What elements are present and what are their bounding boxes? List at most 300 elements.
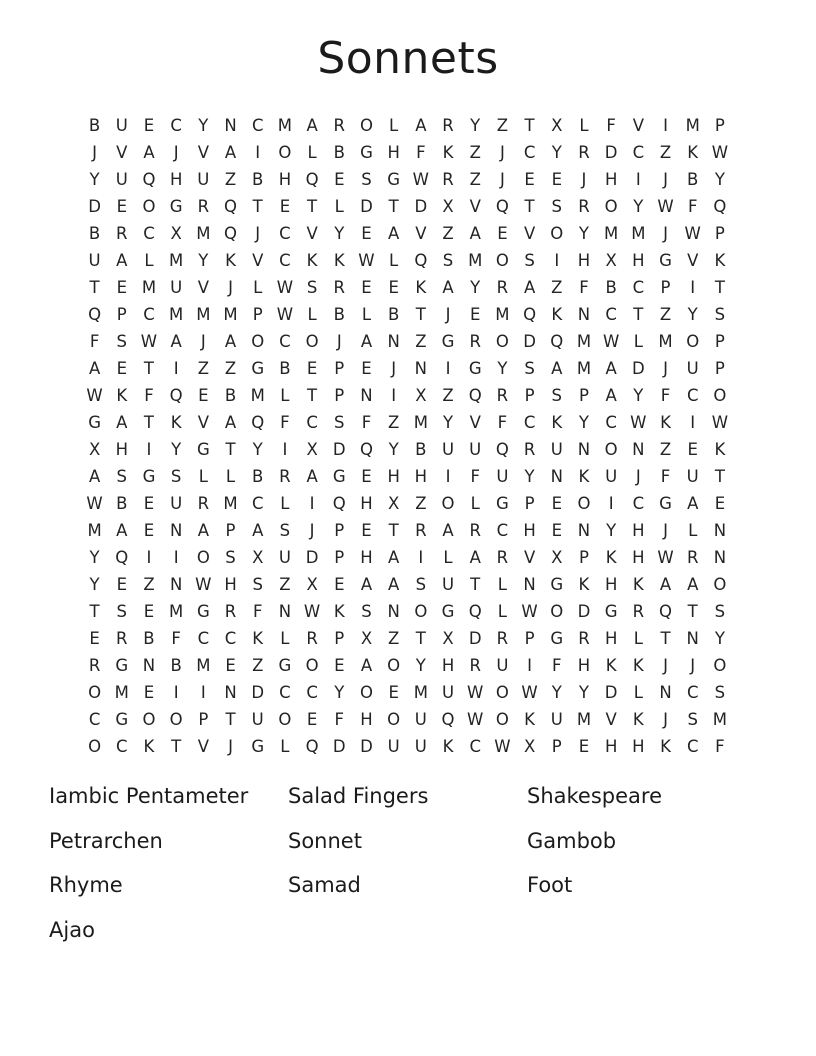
grid-letter: K: [605, 548, 617, 567]
grid-letter: F: [715, 737, 725, 756]
grid-letter: I: [418, 548, 424, 567]
grid-letter: X: [306, 575, 318, 594]
grid-letter: G: [441, 602, 455, 621]
grid-letter: K: [632, 575, 644, 594]
grid-letter: X: [252, 548, 264, 567]
grid-letter: M: [658, 332, 673, 351]
grid-letter: W: [467, 710, 484, 729]
grid-letter: A: [197, 521, 209, 540]
grid-letter: A: [687, 494, 699, 513]
grid-letter: P: [334, 359, 345, 378]
grid-letter: U: [550, 710, 563, 729]
grid-letter: G: [251, 737, 265, 756]
grid-letter: E: [470, 305, 481, 324]
grid-letter: H: [604, 170, 618, 189]
grid-letter: V: [197, 737, 209, 756]
grid-letter: O: [495, 332, 509, 351]
grid-letter: U: [605, 467, 618, 486]
word-list-item: Iambic Pentameter: [49, 784, 249, 808]
grid-letter: E: [143, 521, 155, 540]
grid-letter: L: [280, 629, 290, 648]
grid-letter: P: [524, 629, 535, 648]
grid-letter: K: [524, 710, 535, 729]
grid-letter: M: [712, 710, 728, 729]
grid-letter: S: [279, 521, 291, 540]
grid-letter: R: [279, 467, 291, 486]
grid-letter: N: [577, 521, 591, 540]
grid-letter: C: [686, 737, 699, 756]
grid-letter: U: [469, 440, 482, 459]
grid-letter: Y: [551, 143, 562, 162]
grid-letter: J: [663, 656, 668, 675]
grid-letter: F: [144, 386, 154, 405]
grid-letter: X: [415, 386, 427, 405]
grid-letter: R: [197, 197, 210, 216]
grid-letter: C: [116, 737, 128, 756]
grid-letter: Y: [578, 683, 590, 702]
grid-letter: V: [197, 143, 209, 162]
grid-letter: L: [198, 467, 208, 486]
grid-letter: L: [280, 386, 290, 405]
grid-letter: Z: [551, 278, 563, 297]
grid-letter: H: [414, 467, 428, 486]
grid-letter: J: [445, 305, 451, 324]
grid-letter: L: [361, 305, 372, 324]
grid-letter: G: [332, 467, 346, 486]
grid-letter: I: [282, 440, 288, 459]
grid-letter: W: [86, 494, 103, 513]
grid-letter: T: [89, 278, 100, 297]
grid-letter: A: [469, 548, 481, 567]
grid-letter: Y: [633, 386, 644, 405]
grid-letter: A: [306, 116, 318, 135]
grid-letter: W: [303, 602, 321, 621]
grid-letter: E: [306, 359, 318, 378]
grid-letter: O: [495, 683, 509, 702]
grid-letter: S: [714, 683, 726, 702]
grid-letter: U: [441, 575, 455, 594]
grid-letter: U: [441, 683, 455, 702]
grid-letter: T: [714, 278, 725, 297]
grid-letter: J: [499, 143, 505, 162]
grid-letter: K: [116, 386, 128, 405]
grid-letter: G: [115, 710, 129, 729]
grid-letter: F: [361, 413, 372, 432]
grid-letter: P: [578, 548, 589, 567]
grid-letter: Q: [495, 197, 509, 216]
grid-letter: M: [413, 413, 428, 432]
grid-letter: K: [415, 278, 427, 297]
grid-letter: W: [521, 683, 538, 702]
grid-letter: J: [255, 224, 261, 243]
grid-letter: E: [306, 710, 318, 729]
grid-letter: R: [496, 278, 509, 297]
grid-letter: Q: [550, 332, 564, 351]
grid-letter: L: [144, 251, 154, 270]
grid-letter: O: [604, 440, 618, 459]
grid-letter: J: [391, 359, 397, 378]
grid-letter: S: [714, 305, 726, 324]
grid-letter: H: [577, 656, 591, 675]
grid-letter: R: [415, 521, 427, 540]
grid-letter: F: [89, 332, 100, 351]
grid-letter: V: [306, 224, 318, 243]
grid-letter: O: [142, 197, 156, 216]
grid-letter: S: [524, 251, 535, 270]
grid-letter: I: [173, 359, 179, 378]
grid-letter: L: [443, 548, 453, 567]
grid-letter: N: [713, 521, 727, 540]
grid-letter: R: [333, 278, 346, 297]
grid-letter: S: [714, 602, 726, 621]
grid-letter: E: [388, 278, 399, 297]
grid-letter: Z: [388, 629, 400, 648]
grid-letter: A: [360, 656, 373, 675]
grid-letter: Q: [468, 386, 482, 405]
grid-letter: H: [604, 629, 618, 648]
grid-letter: B: [88, 116, 101, 135]
grid-letter: U: [387, 737, 400, 756]
grid-letter: V: [116, 143, 128, 162]
grid-letter: R: [469, 332, 481, 351]
grid-letter: A: [88, 359, 101, 378]
grid-letter: E: [334, 575, 345, 594]
grid-letter: Q: [332, 494, 346, 513]
grid-letter: D: [604, 683, 618, 702]
grid-letter: G: [115, 656, 129, 675]
grid-letter: G: [550, 575, 564, 594]
grid-letter: I: [445, 359, 451, 378]
grid-letter: U: [278, 548, 291, 567]
grid-letter: D: [631, 359, 645, 378]
grid-letter: N: [169, 575, 183, 594]
grid-letter: V: [523, 548, 536, 567]
page-title: Sonnets: [317, 33, 499, 84]
grid-letter: D: [332, 737, 346, 756]
grid-letter: N: [224, 683, 237, 702]
grid-letter: V: [605, 710, 617, 729]
grid-letter: P: [714, 116, 725, 135]
grid-letter: K: [442, 143, 454, 162]
grid-letter: U: [414, 737, 427, 756]
grid-letter: Q: [115, 548, 129, 567]
grid-letter: H: [387, 143, 400, 162]
grid-letter: S: [306, 278, 318, 297]
grid-letter: E: [714, 494, 726, 513]
grid-letter: M: [576, 332, 592, 351]
grid-letter: K: [442, 737, 454, 756]
grid-letter: U: [251, 710, 264, 729]
grid-letter: E: [497, 224, 508, 243]
grid-letter: C: [632, 143, 645, 162]
grid-letter: Z: [469, 170, 481, 189]
grid-letter: Y: [578, 413, 590, 432]
grid-letter: F: [416, 143, 426, 162]
grid-letter: K: [551, 305, 563, 324]
grid-letter: U: [88, 251, 101, 270]
grid-letter: D: [604, 143, 618, 162]
grid-letter: R: [686, 548, 699, 567]
grid-letter: H: [441, 656, 455, 675]
grid-letter: L: [633, 683, 643, 702]
grid-letter: B: [116, 494, 128, 513]
grid-letter: S: [252, 575, 263, 594]
grid-letter: R: [632, 602, 645, 621]
grid-letter: Y: [89, 548, 100, 567]
grid-letter: G: [468, 359, 482, 378]
grid-letter: N: [360, 386, 373, 405]
grid-letter: A: [116, 521, 128, 540]
grid-letter: A: [224, 143, 237, 162]
grid-letter: B: [687, 170, 699, 189]
grid-letter: S: [442, 251, 454, 270]
grid-letter: T: [307, 386, 318, 405]
grid-letter: Y: [89, 170, 100, 189]
grid-letter: I: [255, 143, 261, 162]
grid-letter: G: [169, 197, 183, 216]
grid-letter: L: [389, 116, 399, 135]
grid-letter: E: [334, 656, 345, 675]
grid-letter: U: [414, 710, 427, 729]
grid-letter: S: [225, 548, 236, 567]
grid-letter: J: [228, 737, 233, 756]
grid-letter: C: [523, 413, 536, 432]
grid-letter: Y: [551, 683, 562, 702]
grid-letter: W: [276, 278, 294, 297]
grid-letter: R: [88, 656, 101, 675]
grid-letter: B: [252, 170, 264, 189]
grid-letter: S: [170, 467, 182, 486]
grid-letter: A: [388, 224, 400, 243]
grid-letter: W: [86, 386, 103, 405]
grid-letter: F: [171, 629, 181, 648]
grid-letter: C: [143, 305, 155, 324]
word-list-column: [49, 774, 248, 952]
grid-letter: I: [663, 116, 668, 135]
grid-letter: R: [116, 224, 128, 243]
grid-letter: B: [170, 656, 182, 675]
grid-letter: I: [200, 683, 206, 702]
grid-letter: D: [305, 548, 319, 567]
grid-letter: X: [551, 548, 563, 567]
grid-letter: E: [143, 494, 155, 513]
grid-letter: B: [333, 143, 345, 162]
grid-letter: J: [663, 521, 668, 540]
grid-letter: T: [470, 575, 481, 594]
grid-letter: Y: [687, 305, 698, 324]
grid-letter: Y: [524, 467, 535, 486]
grid-letter: G: [441, 332, 455, 351]
grid-letter: N: [224, 116, 237, 135]
grid-letter: K: [578, 467, 590, 486]
grid-letter: B: [252, 467, 264, 486]
grid-letter: F: [334, 710, 345, 729]
grid-letter: L: [470, 494, 480, 513]
grid-letter: N: [659, 683, 672, 702]
grid-letter: M: [631, 224, 646, 243]
grid-letter: D: [360, 737, 373, 756]
grid-letter: J: [663, 359, 668, 378]
grid-letter: W: [657, 197, 674, 216]
grid-letter: Y: [334, 683, 345, 702]
grid-letter: S: [361, 602, 372, 621]
grid-letter: B: [88, 224, 101, 243]
grid-letter: F: [280, 413, 290, 432]
grid-letter: E: [361, 521, 372, 540]
grid-letter: M: [576, 359, 592, 378]
grid-letter: A: [659, 575, 672, 594]
grid-letter: M: [169, 602, 184, 621]
word-list-item: Ajao: [49, 917, 95, 942]
grid-letter: G: [251, 359, 265, 378]
grid-letter: K: [714, 440, 726, 459]
grid-letter: Q: [359, 440, 373, 459]
grid-letter: P: [334, 548, 345, 567]
grid-letter: P: [714, 332, 725, 351]
grid-letter: S: [361, 170, 372, 189]
grid-letter: A: [143, 143, 155, 162]
grid-letter: W: [358, 251, 375, 270]
grid-letter: E: [116, 197, 127, 216]
grid-letter: Z: [224, 170, 237, 189]
word-list-item: Gambob: [527, 828, 617, 853]
grid-letter: L: [497, 575, 507, 594]
grid-letter: D: [360, 197, 373, 216]
grid-letter: O: [88, 683, 102, 702]
grid-letter: Q: [495, 440, 509, 459]
grid-letter: E: [198, 386, 209, 405]
grid-letter: K: [714, 251, 726, 270]
grid-letter: Z: [224, 359, 237, 378]
grid-letter: Z: [659, 440, 672, 459]
grid-letter: N: [387, 332, 400, 351]
grid-letter: Q: [713, 197, 727, 216]
grid-letter: R: [116, 629, 128, 648]
grid-letter: O: [550, 224, 564, 243]
grid-letter: E: [116, 278, 127, 297]
grid-letter: Z: [659, 143, 672, 162]
grid-letter: O: [278, 143, 292, 162]
grid-letter: J: [228, 278, 233, 297]
grid-letter: H: [577, 251, 591, 270]
grid-letter: R: [306, 629, 318, 648]
grid-letter: L: [497, 602, 507, 621]
grid-letter: H: [360, 548, 373, 567]
grid-letter: L: [307, 143, 317, 162]
grid-letter: I: [554, 251, 560, 270]
grid-letter: Y: [89, 575, 100, 594]
grid-letter: L: [253, 278, 263, 297]
grid-letter: V: [197, 278, 209, 297]
grid-letter: E: [225, 656, 236, 675]
grid-letter: W: [140, 332, 158, 351]
grid-letter: U: [496, 467, 509, 486]
grid-letter: C: [686, 386, 699, 405]
grid-letter: P: [334, 521, 345, 540]
grid-letter: P: [334, 386, 345, 405]
grid-letter: A: [224, 332, 237, 351]
grid-letter: G: [196, 602, 210, 621]
grid-letter: A: [605, 359, 617, 378]
grid-letter: E: [578, 737, 590, 756]
grid-letter: Y: [470, 278, 481, 297]
grid-letter: O: [251, 332, 265, 351]
grid-letter: J: [690, 656, 696, 675]
grid-letter: F: [252, 602, 263, 621]
grid-letter: H: [604, 575, 618, 594]
grid-letter: Y: [334, 224, 345, 243]
grid-letter: A: [252, 521, 264, 540]
grid-letter: C: [605, 305, 617, 324]
grid-letter: E: [116, 359, 127, 378]
grid-letter: M: [196, 656, 211, 675]
grid-letter: R: [469, 656, 481, 675]
grid-letter: G: [496, 494, 509, 513]
grid-letter: M: [141, 278, 157, 297]
word-list-column: [527, 774, 662, 908]
grid-letter: X: [360, 629, 373, 648]
grid-letter: S: [116, 602, 128, 621]
grid-letter: T: [171, 737, 182, 756]
grid-letter: O: [359, 683, 373, 702]
grid-letter: Q: [441, 710, 455, 729]
grid-letter: E: [143, 602, 155, 621]
grid-letter: H: [360, 494, 373, 513]
grid-letter: A: [388, 575, 400, 594]
grid-letter: X: [605, 251, 617, 270]
grid-letter: O: [196, 548, 210, 567]
grid-letter: T: [143, 413, 155, 432]
grid-letter: K: [632, 656, 644, 675]
grid-letter: Y: [171, 440, 182, 459]
grid-letter: K: [551, 413, 563, 432]
grid-letter: X: [523, 737, 536, 756]
grid-letter: U: [197, 170, 210, 189]
grid-letter: J: [309, 521, 315, 540]
grid-letter: U: [115, 116, 128, 135]
grid-letter: C: [224, 629, 237, 648]
grid-letter: T: [225, 710, 236, 729]
grid-letter: E: [551, 494, 562, 513]
grid-letter: A: [687, 575, 699, 594]
grid-letter: W: [657, 548, 674, 567]
grid-letter: D: [577, 602, 591, 621]
grid-letter: L: [334, 197, 344, 216]
grid-letter: W: [711, 143, 729, 162]
grid-letter: K: [252, 629, 264, 648]
grid-letter: E: [524, 170, 535, 189]
grid-letter: O: [713, 575, 727, 594]
grid-letter: C: [279, 683, 291, 702]
grid-letter: W: [276, 305, 294, 324]
grid-letter: H: [632, 737, 645, 756]
grid-letter: L: [225, 467, 236, 486]
grid-letter: G: [360, 143, 373, 162]
grid-letter: U: [686, 359, 699, 378]
grid-letter: O: [359, 116, 373, 135]
grid-letter: E: [388, 683, 399, 702]
grid-letter: L: [389, 251, 399, 270]
grid-letter: A: [116, 413, 128, 432]
grid-letter: M: [250, 386, 265, 405]
grid-letter: E: [551, 170, 562, 189]
grid-letter: P: [714, 224, 725, 243]
grid-letter: R: [496, 629, 509, 648]
grid-letter: T: [687, 602, 698, 621]
word-list-column: [288, 774, 428, 908]
grid-letter: U: [170, 278, 183, 297]
grid-letter: P: [116, 305, 127, 324]
